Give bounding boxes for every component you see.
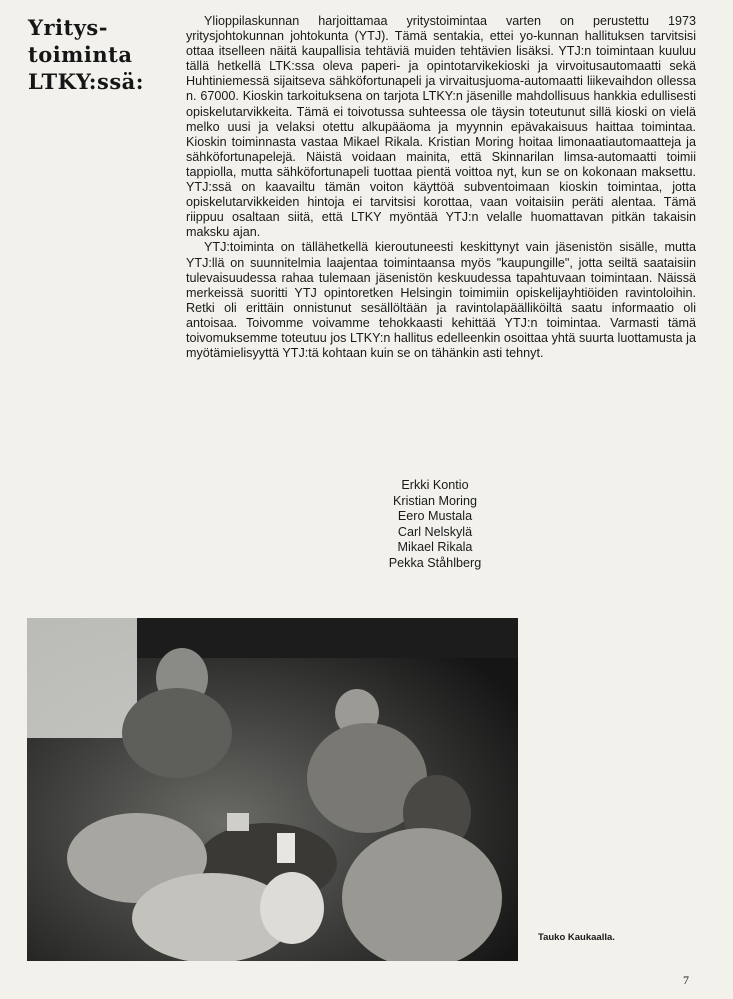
heading-line-3: LTKY:ssä: xyxy=(28,69,145,94)
photo-image xyxy=(27,618,518,961)
signature-name: Mikael Rikala xyxy=(397,540,473,555)
heading-line-2: toiminta xyxy=(28,42,133,67)
signature-name: Eero Mustala xyxy=(397,509,473,524)
heading-line-1: Yritys- xyxy=(28,15,108,40)
signature-name: Carl Nelskylä xyxy=(397,524,473,539)
group-photo xyxy=(27,618,518,961)
signature-name: Kristian Moring xyxy=(393,493,477,508)
paragraph-1: Ylioppilaskunnan harjoittamaa yritystoimintaa varten on perustettu 1973 yritysjohtokunnan johtokunta (YTJ). Tämä sentakia, ettei yo-kunnan hallituksen tarvitsisi ottaa itselleen näitä kaupallisia tehtäviä muiden tehtävien lisäksi. YTJ:n toimintaan kuuluu tällä hetkellä LTK:ssa oleva paperi- ja opintotarvikekioski ja virvoitusautomaatti sekä Huhtiniemessä sijaitseva sähköfortunapeli ja virvaitusjuoma-automaatti liikevaihdon ollessa n. 67000. Kioskin tarkoituksena on tarjota LTKY:n jäsenille mahdollisuus hankkia edullisesti opiskelutarvikkeita. Tämä ei toivotussa suhteessa ole täysin toteutunut sillä kioski on vielä melko uusi ja velaksi otettu alkupääoma ja myynnin epävakaisuus haittaa toimintaa. Kioskin toiminnasta vastaa Mikael Rikala. Kristian Moring hoitaa limonaatiautomaatteja ja sähköfortunapelejä. Näistä voidaan mainita, että Skinnarilan limsa-automaatti toimii tappiolla, mutta sähköfortunapeli tuottaa pientä voittoa nyt, kun se on kokonaan maksettu. YTJ:ssä on kaavailtu tämän voiton käyttöä subventoimaan kioskin toimintaa, jotta opiskelutarvikkeiden hintoja ei tarvitsisi korottaa, vaan voitaisiin peräti alentaa. Tämä riippuu osaltaan siitä, että LTKY myöntää YTJ:n velalle huomattavan pitkän takaisin maksku ajan. xyxy=(186,14,696,240)
photo-caption: Tauko Kaukaalla. xyxy=(538,932,615,943)
page-number: 7 xyxy=(683,973,689,987)
article-heading xyxy=(28,14,168,95)
article-body xyxy=(186,14,696,361)
signature-list xyxy=(360,478,510,572)
signature-name: Pekka Ståhlberg xyxy=(388,555,482,570)
paragraph-2: YTJ:toiminta on tällähetkellä kieroutuneesti keskittynyt vain jäsenistön sisälle, mutta YTJ:llä on suunnitelmia laajentaa toimintaansa myös "kaupungille", jotta seiltä saataisiin tulevaisuudessa rahaa tulemaan jäsenistön keskuudessa tapahtuvaan toimintaan. Näissä merkeissä suoritti YTJ opintoretken Helsingin toimimiin opiskelijayhtiöiden ravintoloihin. Retki oli erittäin onnistunut sesällöltään ja ravintolapäälliköiltä saatu informaatio oli antoisaa. Toivomme voivamme tehokkaasti kehittää YTJ:n toimintaa. Varmasti tämä toivomuksemme toteutuu jos LTKY:n hallitus edelleenkin osoittaa yhtä suurta luottamusta ja myötämielisyyttä YTJ:tä kohtaan kuin se on tähänkin asti tehnyt. xyxy=(186,240,696,361)
signature-name: Erkki Kontio xyxy=(401,478,469,492)
